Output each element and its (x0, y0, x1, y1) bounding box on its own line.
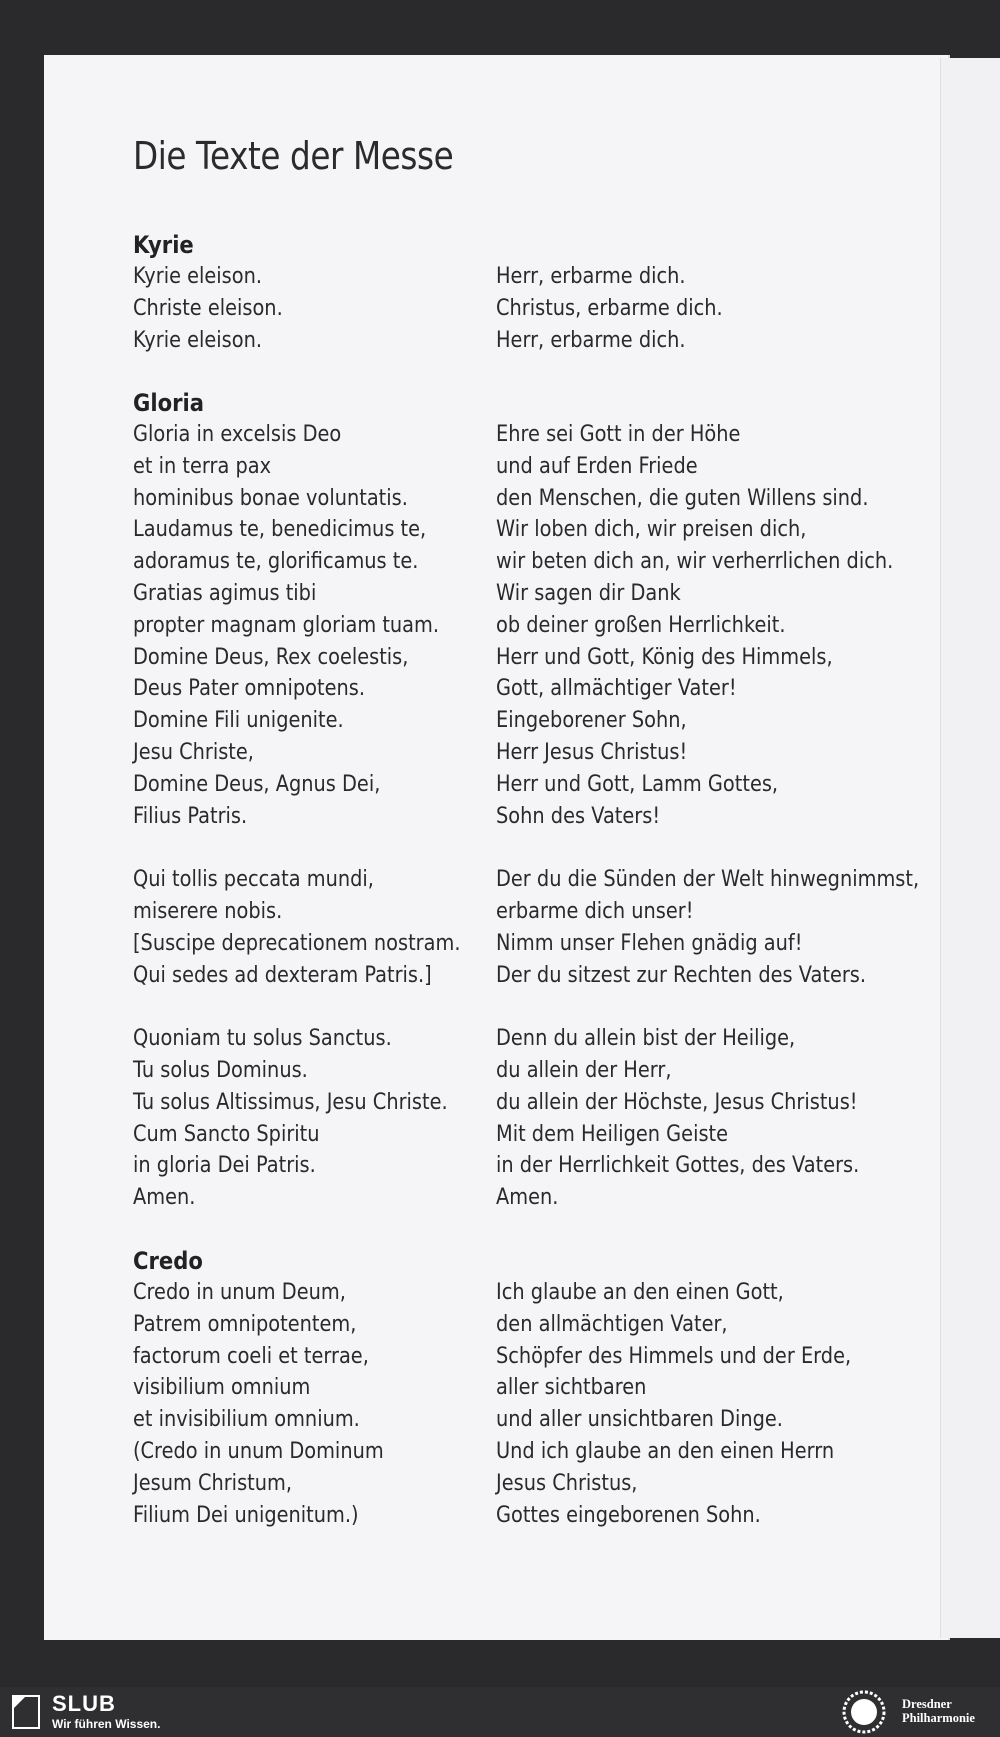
philharmonie-logo-icon (842, 1690, 886, 1734)
latin-text: Amen. (133, 1184, 196, 1211)
text-line (133, 1436, 923, 1468)
latin-text: hominibus bonae voluntatis. (133, 484, 408, 511)
german-text: ob deiner großen Herrlichkeit. (496, 611, 786, 638)
latin-text: Domine Deus, Rex coelestis, (133, 643, 409, 670)
german-text: Sohn des Vaters! (496, 802, 661, 829)
german-text: Denn du allein bist der Heilige, (496, 1025, 796, 1052)
german-text: den allmächtigen Vater, (496, 1310, 728, 1337)
text-line (133, 737, 923, 769)
partner-line-2: Philharmonie (902, 1711, 975, 1725)
german-text: den Menschen, die guten Willens sind. (496, 484, 869, 511)
text-line (133, 483, 923, 515)
german-text: Nimm unser Flehen gnädig auf! (496, 929, 803, 956)
german-text: in der Herrlichkeit Gottes, des Vaters. (496, 1152, 860, 1179)
text-line (133, 514, 923, 546)
latin-text: et in terra pax (133, 452, 272, 479)
text-line (133, 960, 923, 992)
german-text: Der du sitzest zur Rechten des Vaters. (496, 961, 867, 988)
latin-text: Deus Pater omnipotens. (133, 675, 365, 702)
german-text: Ich glaube an den einen Gott, (496, 1279, 784, 1305)
text-line (133, 642, 923, 674)
text-line (133, 1119, 923, 1151)
text-line (133, 1087, 923, 1119)
text-line (133, 451, 923, 483)
latin-text: Gratias agimus tibi (133, 579, 317, 606)
text-line (133, 1468, 923, 1500)
text-line (133, 293, 923, 325)
german-text: Schöpfer des Himmels und der Erde, (496, 1342, 852, 1369)
latin-text: Cum Sancto Spiritu (133, 1120, 320, 1147)
text-line (133, 1023, 923, 1055)
text-line (133, 896, 923, 928)
text-line (133, 1341, 923, 1373)
text-line (133, 673, 923, 705)
latin-text: Tu solus Dominus. (133, 1056, 308, 1083)
german-text: du allein der Herr, (496, 1056, 672, 1083)
german-text: Eingeborener Sohn, (496, 707, 687, 734)
library-tagline: Wir führen Wissen. (52, 1717, 161, 1731)
latin-text: factorum coeli et terrae, (133, 1342, 369, 1369)
latin-text: et invisibilium omnium. (133, 1406, 360, 1433)
text-line (133, 769, 923, 801)
latin-text: Laudamus te, benedicimus te, (133, 516, 427, 543)
latin-text: [Suscipe deprecationem nostram. (133, 929, 461, 956)
text-line (133, 578, 923, 610)
latin-text: Quoniam tu solus Sanctus. (133, 1025, 392, 1052)
viewer-footer (0, 1687, 1000, 1737)
german-text: Der du die Sünden der Welt hinwegnimmst, (496, 866, 920, 893)
german-text: Christus, erbarme dich. (496, 294, 723, 321)
german-text: Herr Jesus Christus! (496, 738, 688, 765)
german-text: Herr und Gott, Lamm Gottes, (496, 770, 779, 797)
text-line (133, 325, 923, 357)
latin-text: Jesu Christe, (133, 738, 254, 765)
text-line (133, 1150, 923, 1182)
text-line (133, 419, 923, 451)
german-text: Amen. (496, 1184, 559, 1211)
german-text: Ehre sei Gott in der Höhe (496, 421, 741, 447)
page-title: Die Texte der Messe (133, 134, 454, 178)
german-text: wir beten dich an, wir verherrlichen dich. (496, 548, 894, 575)
german-text: du allein der Höchste, Jesus Christus! (496, 1088, 858, 1115)
section-heading: Credo (133, 1247, 203, 1275)
latin-text: Credo in unum Deum, (133, 1279, 346, 1305)
text-line (133, 1404, 923, 1436)
latin-text: Tu solus Altissimus, Jesu Christe. (133, 1088, 448, 1115)
section-heading: Gloria (133, 389, 204, 417)
section-credo (133, 1245, 923, 1531)
latin-text: Filius Patris. (133, 802, 248, 829)
latin-text: Jesum Christum, (133, 1469, 293, 1496)
german-text: Herr, erbarme dich. (496, 326, 686, 353)
german-text: Herr und Gott, König des Himmels, (496, 643, 833, 670)
latin-text: Patrem omnipotentem, (133, 1310, 357, 1337)
german-text: Wir sagen dir Dank (496, 579, 681, 606)
latin-text: visibilium omnium (133, 1374, 311, 1401)
text-line (133, 705, 923, 737)
latin-text: Domine Fili unigenite. (133, 707, 344, 734)
text-line (133, 928, 923, 960)
text-line (133, 1500, 923, 1532)
german-text: Herr, erbarme dich. (496, 263, 686, 289)
latin-text: Kyrie eleison. (133, 263, 263, 289)
german-text: Mit dem Heiligen Geiste (496, 1120, 729, 1147)
section-gloria (133, 387, 923, 1214)
text-line (133, 801, 923, 833)
latin-text: propter magnam gloriam tuam. (133, 611, 440, 638)
text-line (133, 1309, 923, 1341)
stanza-break (133, 991, 923, 1023)
german-text: und aller unsichtbaren Dinge. (496, 1406, 783, 1433)
german-text: und auf Erden Friede (496, 452, 698, 479)
german-text: erbarme dich unser! (496, 897, 694, 924)
latin-text: miserere nobis. (133, 897, 283, 924)
slub-logo-icon (12, 1695, 40, 1729)
latin-text: Domine Deus, Agnus Dei, (133, 770, 381, 797)
text-line (133, 610, 923, 642)
text-line (133, 864, 923, 896)
german-text: aller sichtbaren (496, 1374, 647, 1401)
latin-text: Qui tollis peccata mundi, (133, 866, 374, 893)
next-page-edge (940, 58, 1000, 1638)
german-text: Wir loben dich, wir preisen dich, (496, 516, 807, 543)
latin-text: adoramus te, glorificamus te. (133, 548, 419, 575)
latin-text: Christe eleison. (133, 294, 283, 321)
text-line (133, 261, 923, 293)
german-text: Gottes eingeborenen Sohn. (496, 1501, 761, 1528)
partner-name (902, 1697, 975, 1725)
text-line (133, 1182, 923, 1214)
text-line (133, 1055, 923, 1087)
latin-text: (Credo in unum Dominum (133, 1437, 384, 1464)
latin-text: Filium Dei unigenitum.) (133, 1501, 359, 1528)
stanza-break (133, 832, 923, 864)
latin-text: in gloria Dei Patris. (133, 1152, 316, 1179)
german-text: Gott, allmächtiger Vater! (496, 675, 737, 702)
german-text: Und ich glaube an den einen Herrn (496, 1437, 835, 1464)
section-kyrie (133, 229, 923, 356)
german-text: Jesus Christus, (496, 1469, 638, 1496)
latin-text: Gloria in excelsis Deo (133, 421, 342, 447)
partner-line-1: Dresdner (902, 1697, 952, 1711)
text-line (133, 1372, 923, 1404)
section-heading: Kyrie (133, 231, 194, 259)
latin-text: Kyrie eleison. (133, 326, 263, 353)
text-line (133, 546, 923, 578)
text-line (133, 1277, 923, 1309)
latin-text: Qui sedes ad dexteram Patris.] (133, 961, 432, 988)
library-name: SLUB (52, 1691, 116, 1716)
